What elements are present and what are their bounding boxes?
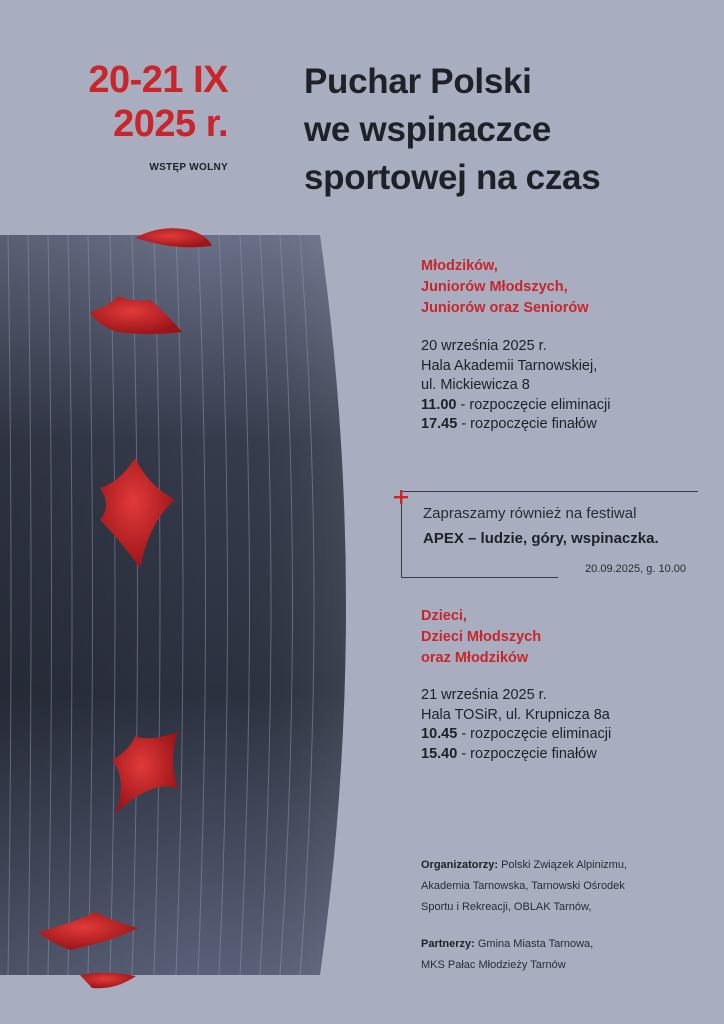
partners-text: MKS Pałac Młodzieży Tarnów (421, 959, 566, 971)
event-info (421, 337, 711, 435)
organizers-text: Sportu i Rekreacji, OBLAK Tarnów, (421, 901, 592, 913)
title-line: sportowej na czas (304, 158, 601, 197)
venue-address: ul. Mickiewicza 8 (421, 377, 530, 393)
schedule-desc: - rozpoczęcie finałów (457, 416, 597, 432)
category-item: Młodzików, (421, 258, 498, 274)
event-info (421, 686, 711, 764)
schedule-time: 15.40 (421, 745, 458, 762)
event-year: 2025 r. (113, 103, 228, 145)
plus-icon (393, 489, 409, 505)
schedule-desc: - rozpoczęcie eliminacji (457, 726, 612, 742)
festival-date: 20.09.2025, g. 10.00 (585, 563, 686, 575)
category-item: oraz Młodzików (421, 650, 529, 666)
festival-invite: Zapraszamy również na festiwal (423, 505, 637, 522)
organizers-block (421, 855, 711, 918)
category-item: Juniorów Młodszych, (421, 279, 568, 295)
categories-list (421, 256, 711, 319)
event-date-block (40, 58, 228, 173)
category-item: Juniorów oraz Seniorów (421, 300, 589, 316)
schedule-time: 11.00 (421, 396, 457, 413)
schedule-desc: - rozpoczęcie finałów (457, 745, 597, 762)
free-entry-label: WSTĘP WOLNY (149, 162, 228, 173)
schedule-section-2 (421, 606, 711, 764)
venue-name: Hala Akademii Tarnowskiej, (421, 357, 598, 374)
schedule-item (421, 725, 711, 745)
schedule-item (421, 745, 711, 765)
venue-name: Hala TOSiR, ul. Krupnicza 8a (421, 706, 610, 723)
organizers-text: Akademia Tarnowska, Tarnowski Ośrodek (421, 880, 625, 892)
schedule-time: 17.45 (421, 416, 458, 432)
schedule-desc: - rozpoczęcie eliminacji (456, 396, 611, 413)
organizers-label: Organizatorzy: (421, 859, 499, 871)
partners-label: Partnerzy: (421, 938, 475, 950)
climbing-wall-illustration (0, 220, 372, 990)
title-line: Puchar Polski (304, 62, 532, 101)
title-line: we wspinaczce (304, 110, 552, 149)
category-item: Dzieci Młodszych (421, 629, 542, 645)
event-date: 21 września 2025 r. (421, 687, 547, 703)
category-item: Dzieci, (421, 608, 467, 624)
schedule-item (421, 396, 711, 416)
poster-title (304, 58, 704, 202)
partners-text: Gmina Miasta Tarnowa, (474, 938, 594, 950)
organizers-text: Polski Związek Alpinizmu, (498, 859, 628, 871)
climbing-hold (80, 973, 136, 989)
event-date: 20 września 2025 r. (421, 338, 547, 354)
schedule-time: 10.45 (421, 726, 458, 742)
event-dates: 20-21 IX (88, 59, 228, 101)
schedule-item (421, 415, 711, 435)
festival-name: APEX – ludzie, góry, wspinaczka. (423, 530, 659, 547)
categories-list (421, 606, 711, 669)
partners-block (421, 934, 711, 976)
schedule-section-1 (421, 256, 711, 435)
